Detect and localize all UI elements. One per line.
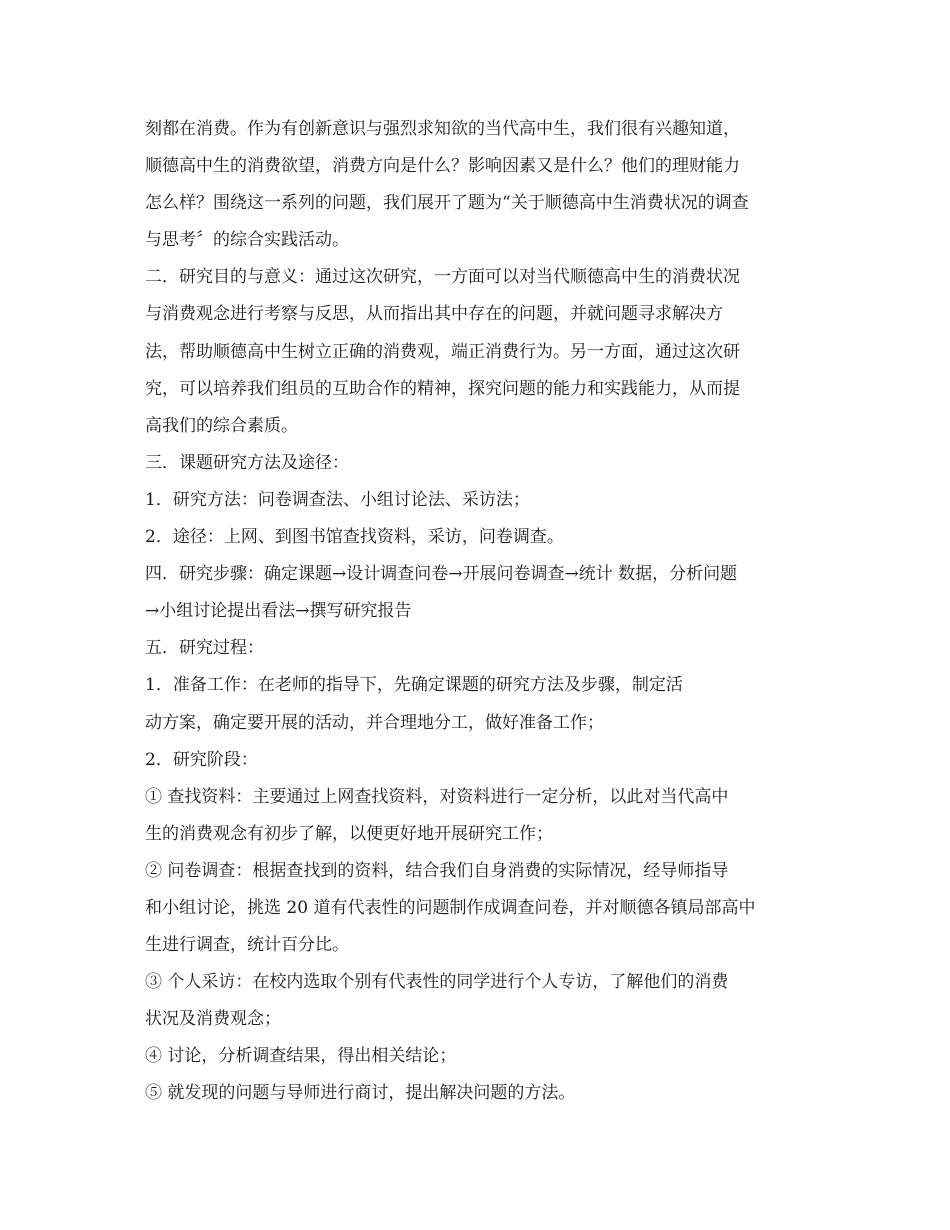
text-line: 四．研究步骤：确定课题→设计调查问卷→开展问卷调查→统计 数据，分析问题 [145,564,738,585]
text-line: 刻都在消费。作为有创新意识与强烈求知欲的当代高中生，我们很有兴趣知道， [145,119,740,139]
text-line: ③ 个人采访：在校内选取个别有代表性的同学进行个人专访，了解他们的消费 [145,972,729,993]
text-line: ② 问卷调查：根据查找到的资料，结合我们自身消费的实际情况，经导师指导 [145,860,729,881]
text-line: ⑤ 就发现的问题与导师进行商讨，提出解决问题的方法。 [145,1083,576,1104]
text-line: 高我们的综合素质。 [145,415,298,436]
text-line: 生的消费观念有初步了解，以便更好地开展研究工作； [145,823,553,844]
text-line: 1．准备工作：在老师的指导下，先确定课题的研究方法及步骤，制定活 [145,675,683,696]
text-line: 生进行调查，统计百分比。 [145,935,349,956]
text-line: →小组讨论提出看法→撰写研究报告 [145,601,412,622]
text-line: 状况及消费观念； [145,1009,281,1030]
text-line: 怎么样？围绕这一系列的问题，我们展开了题为“关于顺德高中生消费状况的调查 [145,193,749,214]
text-line: 三．课题研究方法及途径： [145,452,349,473]
text-line: ① 查找资料：主要通过上网查找资料，对资料进行一定分析，以此对当代高中 [145,786,729,807]
text-line: 与思考〞的综合实践活动。 [145,230,349,251]
text-line: 与消费观念进行考察与反思，从而指出其中存在的问题，并就问题寻求解决方 [145,304,723,325]
text-line: 动方案，确定要开展的活动，并合理地分工，做好准备工作； [145,712,604,733]
text-line: ④ 讨论，分析调查结果，得出相关结论； [145,1046,457,1067]
text-line: 五．研究过程： [145,638,264,659]
text-line: 2．途径：上网、到图书馆查找资料，采访，问卷调查。 [145,527,564,548]
text-line: 和小组讨论，挑选 20 道有代表性的问题制作成调查问卷，并对顺德各镇局部高中 [145,897,756,918]
text-line: 1．研究方法：问卷调查法、小组讨论法、采访法； [145,489,530,510]
text-line: 法，帮助顺德高中生树立正确的消费观，端正消费行为。另一方面，通过这次研 [145,341,740,362]
text-line: 究，可以培养我们组员的互助合作的精神，探究问题的能力和实践能力，从而提 [145,378,740,399]
text-line: 顺德高中生的消费欲望，消费方向是什么？影响因素又是什么？他们的理财能力 [145,156,740,177]
text-line: 2．研究阶段： [145,749,258,770]
text-line: 二．研究目的与意义：通过这次研究，一方面可以对当代顺德高中生的消费状况 [145,267,740,288]
document-body [145,111,825,1113]
